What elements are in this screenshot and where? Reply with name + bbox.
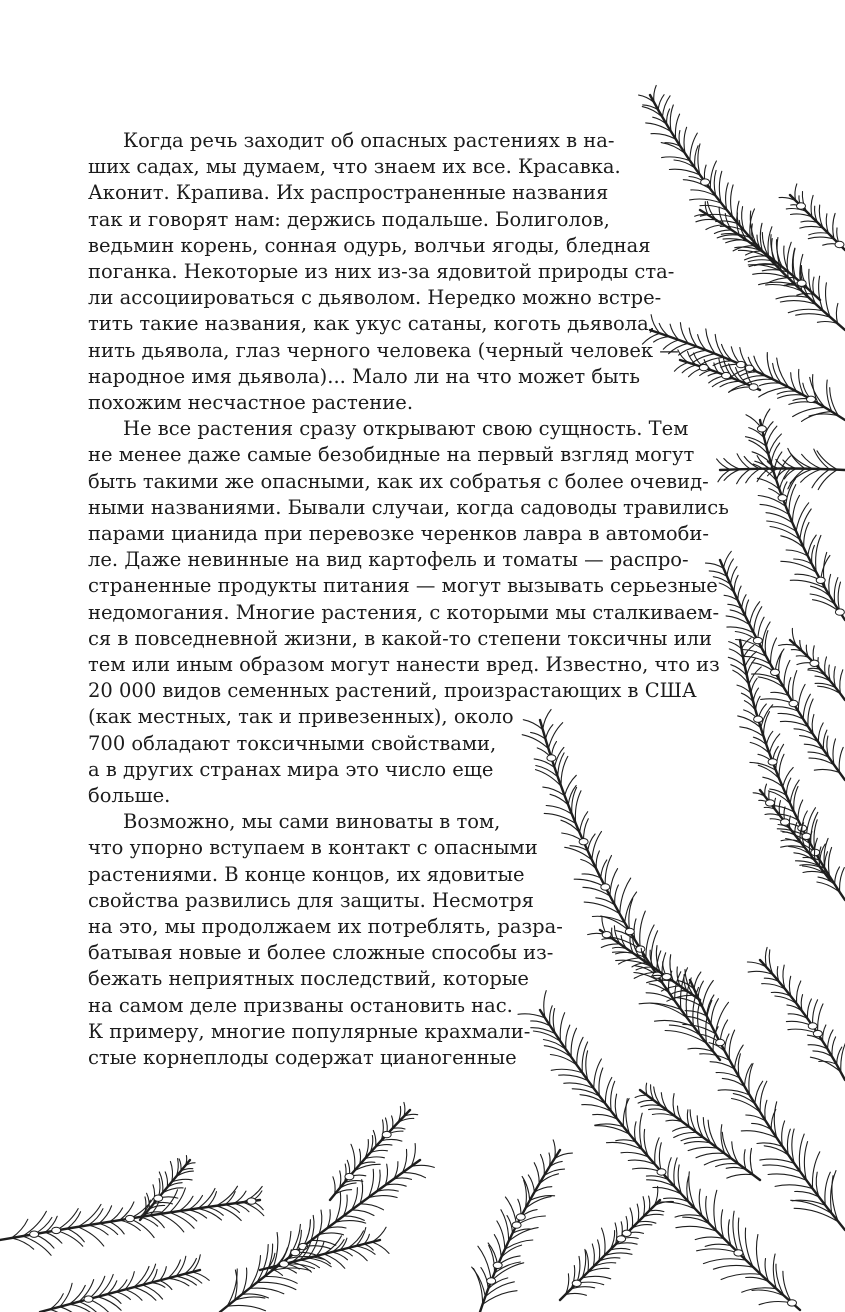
text-line: на это, мы продолжаем их потреблять, разра-: [88, 915, 563, 938]
text-line: ведьмин корень, сонная одурь, волчьи ягоды, бледная: [88, 234, 651, 257]
text-line: Когда речь заходит об опасных растениях в на-: [123, 129, 615, 152]
text-line: а в других странах мира это число еще: [88, 758, 494, 781]
text-line: ле. Даже невинные на вид картофель и томаты — распро-: [88, 548, 689, 571]
text-line: недомогания. Многие растения, с которыми мы сталкиваем-: [88, 601, 720, 624]
text-line: (как местных, так и привезенных), около: [88, 705, 514, 728]
text-line: Возможно, мы сами виноваты в том,: [123, 810, 501, 833]
text-line: не менее даже самые безобидные на первый взгляд могут: [88, 443, 695, 466]
text-line: ших садах, мы думаем, что знаем их все. Красавка.: [88, 155, 621, 178]
text-line: парами цианида при перевозке черенков лавра в автомоби-: [88, 522, 709, 545]
text-line: 20 000 видов семенных растений, произрастающих в США: [88, 679, 697, 702]
text-line: быть такими же опасными, как их собратья с более очевид-: [88, 470, 709, 493]
text-line: К примеру, многие популярные крахмали-: [88, 1020, 531, 1043]
text-line: ли ассоциироваться с дьяволом. Нередко можно встре-: [88, 286, 662, 309]
text-line: что упорно вступаем в контакт с опасными: [88, 836, 538, 859]
text-line: так и говорят нам: держись подальше. Болиголов,: [88, 208, 610, 231]
text-line: Аконит. Крапива. Их распространенные названия: [88, 181, 609, 204]
text-line: Не все растения сразу открывают свою сущность. Тем: [123, 417, 689, 440]
text-line: тем или иным образом могут нанести вред. Известно, что из: [88, 653, 720, 676]
text-line: батывая новые и более сложные способы из-: [88, 941, 554, 964]
text-line: 700 обладают токсичными свойствами,: [88, 732, 497, 755]
text-line: растениями. В конце концов, их ядовитые: [88, 863, 525, 886]
text-line: стые корнеплоды содержат цианогенные: [88, 1046, 517, 1069]
text-line: больше.: [88, 784, 171, 807]
text-line: тить такие названия, как укус сатаны, коготь дьявола,: [88, 312, 655, 335]
text-line: народное имя дьявола)... Мало ли на что может быть: [88, 365, 641, 388]
text-line: свойства развились для защиты. Несмотря: [88, 889, 534, 912]
text-line: на самом деле призваны остановить нас.: [88, 994, 513, 1017]
text-line: поганка. Некоторые из них из-за ядовитой природы ста-: [88, 260, 675, 283]
text-line: похожим несчастное растение.: [88, 391, 414, 414]
text-line: страненные продукты питания — могут вызывать серьезные: [88, 574, 718, 597]
text-line: бежать неприятных последствий, которые: [88, 967, 529, 990]
text-line: нить дьявола, глаз черного человека (черный человек —: [88, 339, 679, 362]
text-line: ными названиями. Бывали случаи, когда садоводы травились: [88, 496, 729, 519]
text-line: ся в повседневной жизни, в какой-то степени токсичны или: [88, 627, 713, 650]
